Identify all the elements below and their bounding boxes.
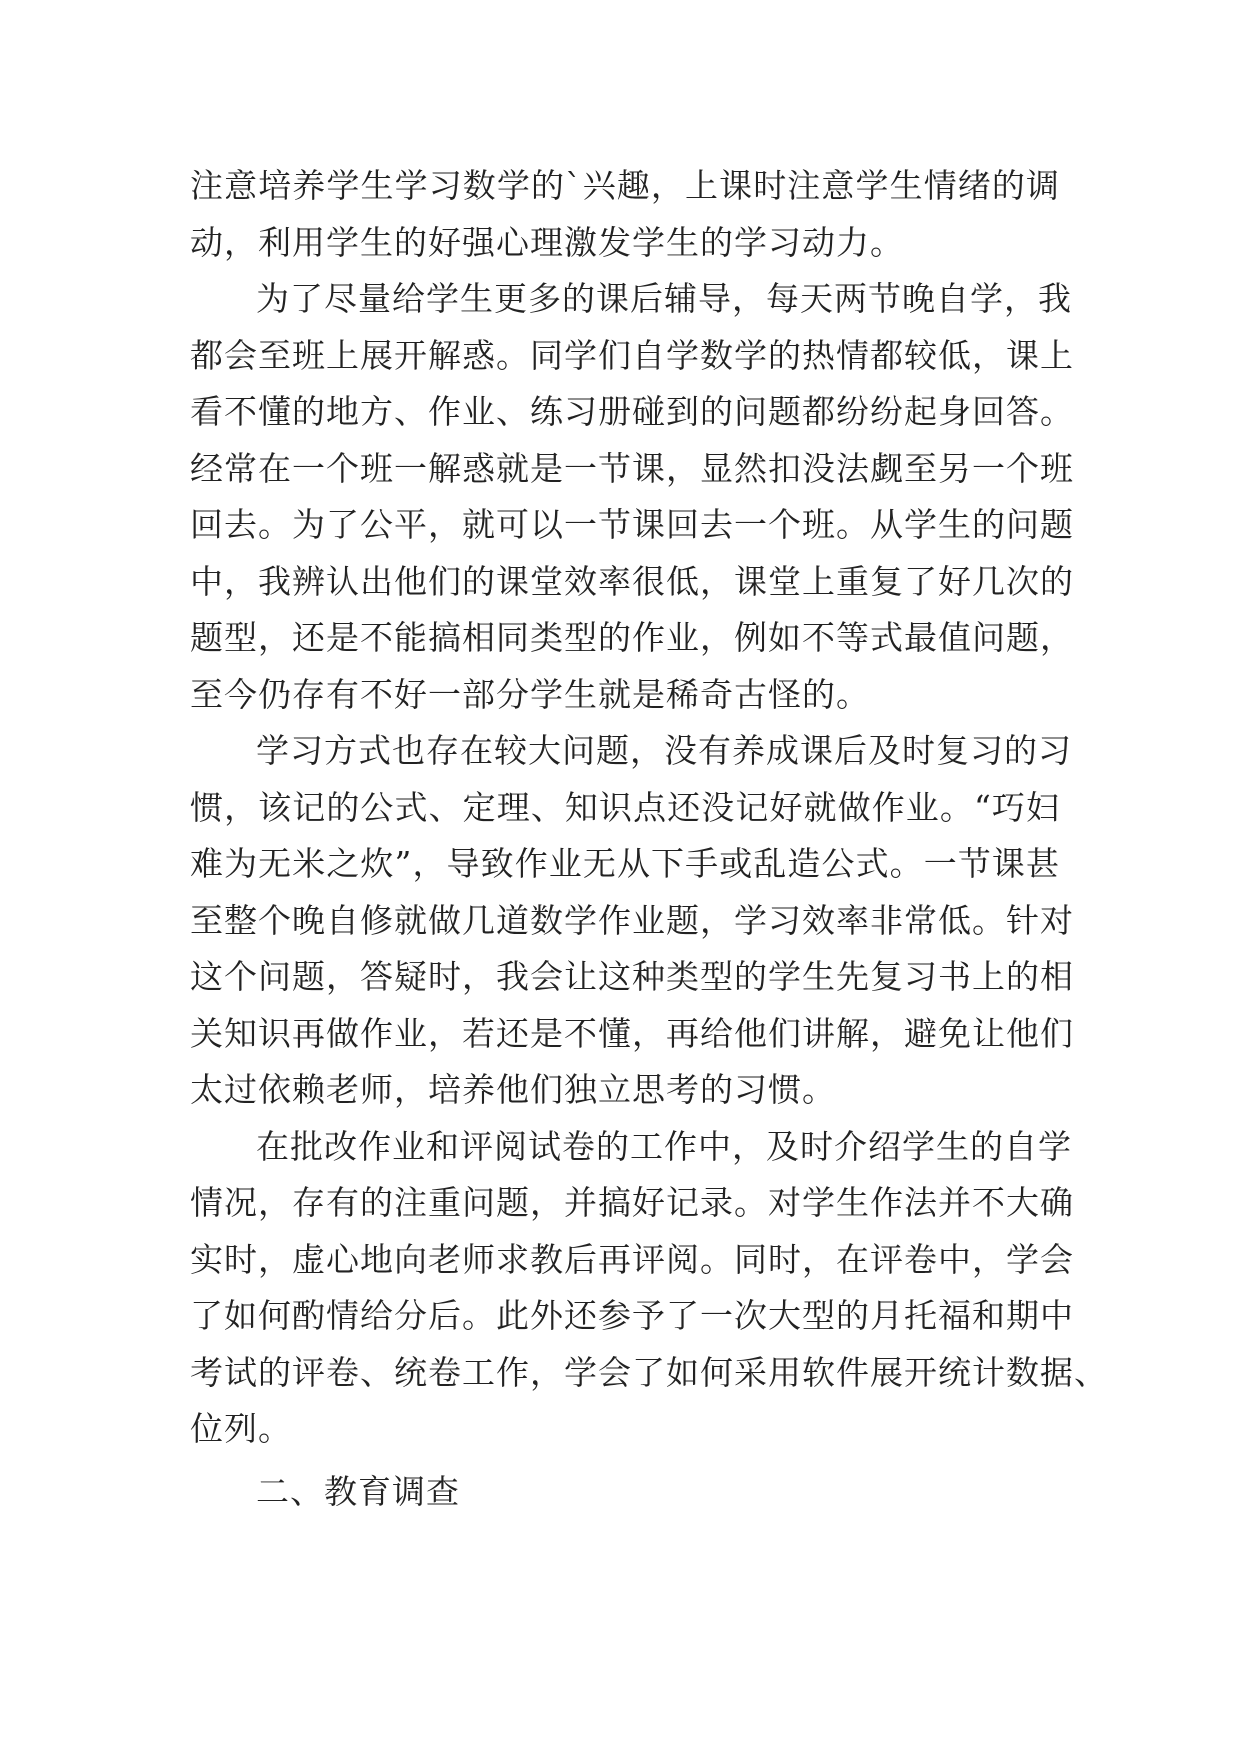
text-line: 回去。为了公平，就可以一节课回去一个班。从学生的问题 (190, 505, 1074, 544)
section-heading: 二、教育调查 (256, 1471, 460, 1511)
paragraph (190, 158, 1060, 271)
text-line: 学习方式也存在较大问题，没有养成课后及时复习的习 (256, 731, 1072, 770)
text-line: 经常在一个班一解惑就是一节课，显然扣没法觑至另一个班 (190, 448, 1074, 488)
text-line: 至整个晚自修就做几道数学作业题，学习效率非常低。针对 (190, 900, 1074, 940)
text-line: 情况，存有的注重问题，并搞好记录。对学生作法并不大确 (190, 1183, 1074, 1222)
text-line: 看不懂的地方、作业、练习册碰到的问题都纷纷起身回答。 (190, 392, 1074, 431)
text-line: 都会至班上展开解惑。同学们自学数学的热情都较低，课上 (190, 335, 1074, 375)
text-line: 中，我辨认出他们的课堂效率很低，课堂上重复了好几次的 (190, 561, 1074, 601)
paragraph (190, 723, 1074, 1119)
text-line: 实时，虚心地向老师求教后再评阅。同时，在评卷中，学会 (190, 1239, 1074, 1279)
text-line: 这个问题，答疑时，我会让这种类型的学生先复习书上的相 (190, 957, 1074, 996)
text-line: 关知识再做作业，若还是不懂，再给他们讲解，避免让他们 (190, 1013, 1074, 1053)
text-line: 位列。 (190, 1409, 292, 1448)
paragraph (190, 1119, 1108, 1458)
text-line: 为了尽量给学生更多的课后辅导，每天两节晚自学，我 (256, 279, 1072, 318)
paragraph (190, 271, 1074, 723)
text-line: 考试的评卷、统卷工作，学会了如何采用软件展开统计数据、 (190, 1352, 1108, 1392)
text-line: 了如何酌情给分后。此外还参予了一次大型的月托福和期中 (190, 1296, 1074, 1335)
text-line: 惯，该记的公式、定理、知识点还没记好就做作业。“巧妇 (190, 787, 1060, 827)
text-line: 在批改作业和评阅试卷的工作中，及时介绍学生的自学 (256, 1126, 1072, 1166)
text-line: 注意培养学生学习数学的`兴趣，上课时注意学生情绪的调 (190, 166, 1060, 205)
text-line: 动，利用学生的好强心理激发学生的学习动力。 (190, 222, 904, 262)
body-text (190, 158, 1108, 1520)
text-line: 至今仍存有不好一部分学生就是稀奇古怪的。 (190, 674, 870, 714)
text-line: 题型，还是不能搞相同类型的作业，例如不等式最值问题， (190, 618, 1074, 657)
text-line: 太过依赖老师，培养他们独立思考的习惯。 (190, 1070, 836, 1109)
text-line: 难为无米之炊”，导致作业无从下手或乱造公式。一节课甚 (190, 844, 1060, 883)
